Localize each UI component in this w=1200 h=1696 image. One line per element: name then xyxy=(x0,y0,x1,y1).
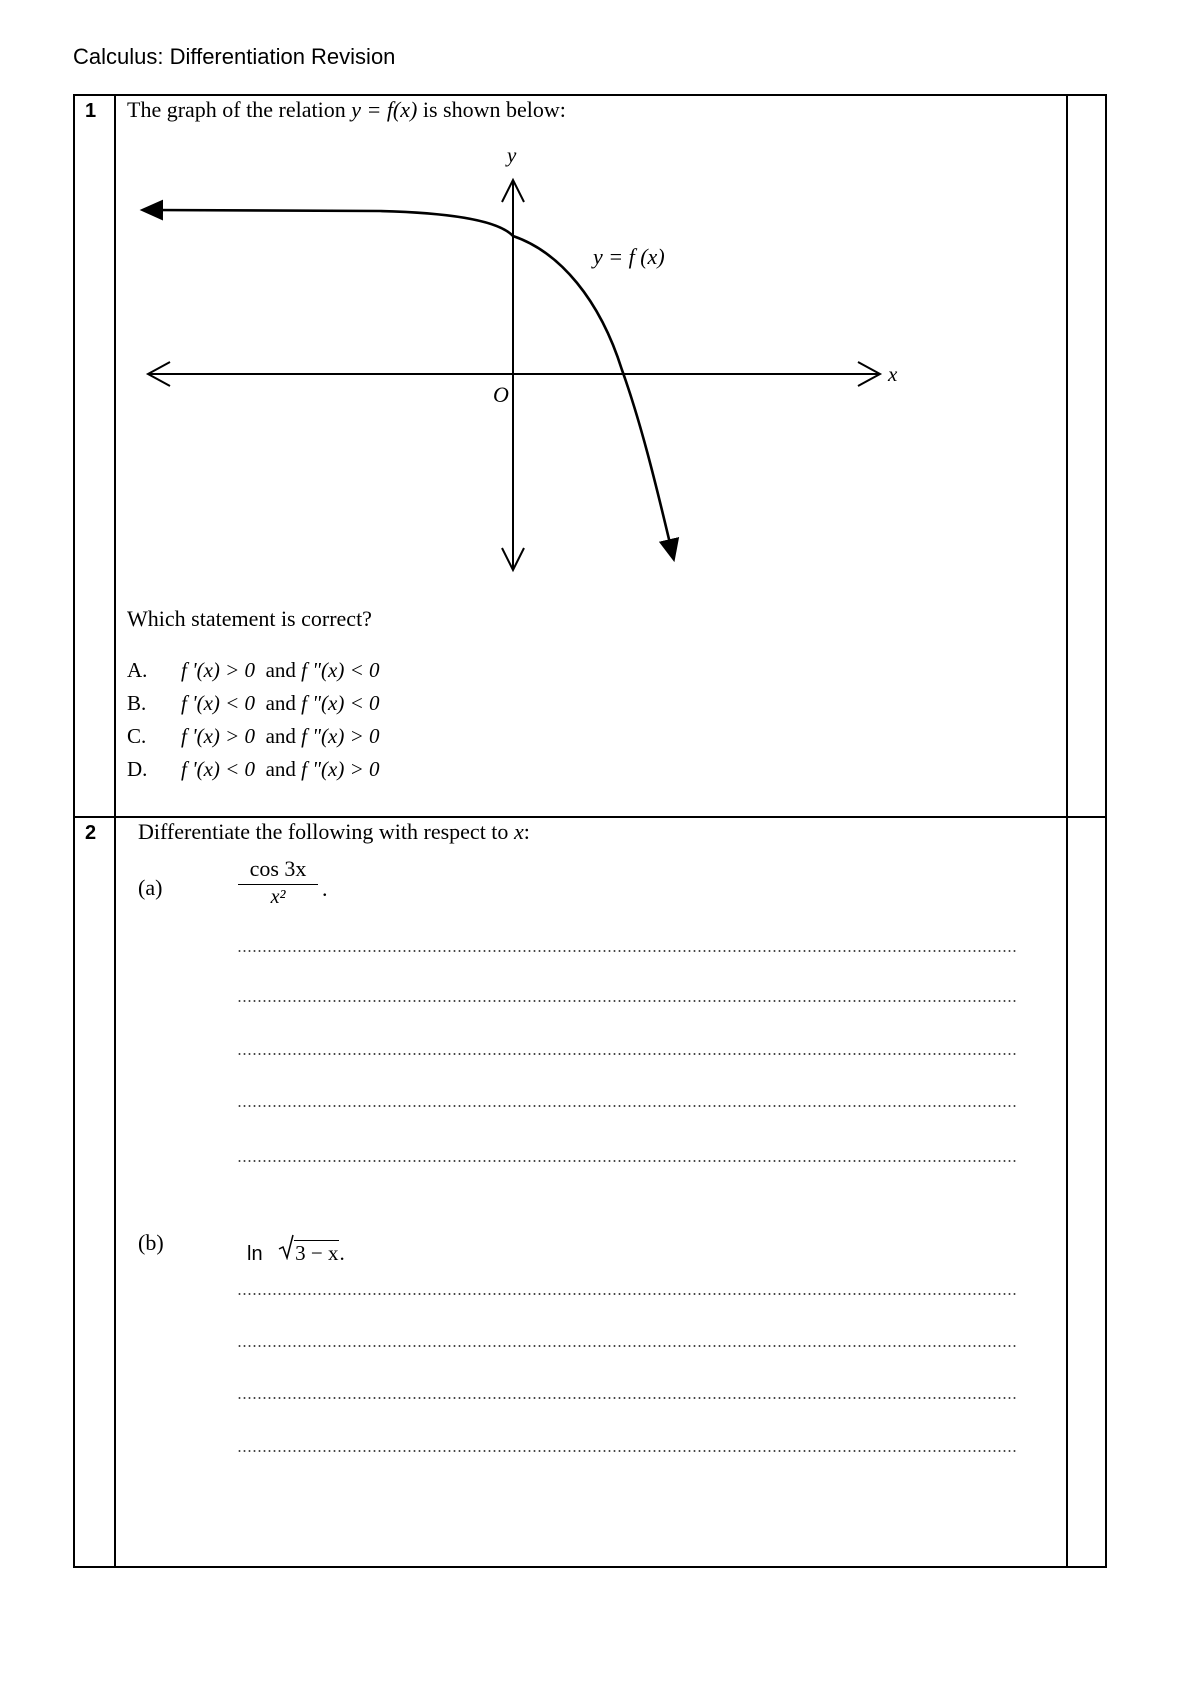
option-second-condition: f "(x) > 0 xyxy=(301,757,380,781)
answer-line[interactable] xyxy=(237,1160,1017,1162)
origin-label: O xyxy=(493,382,509,407)
option-join: and xyxy=(265,691,296,715)
part-b-trailing-period: . xyxy=(339,1241,345,1265)
answer-line[interactable] xyxy=(237,1293,1017,1295)
answer-line[interactable] xyxy=(237,1345,1017,1347)
function-graph xyxy=(130,140,930,580)
answer-line[interactable] xyxy=(237,1000,1017,1002)
option-a[interactable] xyxy=(127,658,380,683)
fraction-numerator: cos 3x xyxy=(249,856,307,881)
question-1-stem-math: y = f(x) xyxy=(351,97,418,122)
part-b-label: (b) xyxy=(138,1230,164,1255)
question-2-stem-prefix: Differentiate the following with respect to xyxy=(138,819,514,844)
option-join: and xyxy=(265,658,296,682)
question-2-stem-var: x xyxy=(513,819,524,844)
option-letter: A. xyxy=(127,658,148,682)
option-letter: D. xyxy=(127,757,148,781)
y-axis-label: y xyxy=(507,143,517,167)
option-first-condition: f '(x) < 0 xyxy=(181,691,256,715)
option-join: and xyxy=(265,757,296,781)
number-column-divider xyxy=(114,94,116,1568)
option-b[interactable] xyxy=(127,691,380,716)
curve-label: y = f (x) xyxy=(593,244,665,269)
radicand: 3 − x xyxy=(295,1241,339,1265)
question-number-2: 2 xyxy=(85,822,97,844)
row-divider xyxy=(73,816,1107,818)
option-second-condition: f "(x) < 0 xyxy=(301,691,380,715)
answer-line[interactable] xyxy=(237,1105,1017,1107)
table-border-top xyxy=(73,94,1107,96)
answer-line[interactable] xyxy=(237,1397,1017,1399)
question-2-stem-suffix: : xyxy=(523,819,530,844)
option-first-condition: f '(x) > 0 xyxy=(181,724,256,748)
ln-symbol: ln xyxy=(247,1243,263,1265)
table-border-right xyxy=(1105,94,1107,1568)
marks-column-divider xyxy=(1066,94,1068,1568)
page-title: Calculus: Differentiation Revision xyxy=(73,44,396,69)
question-1-stem-suffix: is shown below: xyxy=(417,97,566,122)
part-a-label: (a) xyxy=(138,875,163,900)
table-border-left xyxy=(73,94,75,1568)
answer-line[interactable] xyxy=(237,950,1017,952)
answer-line[interactable] xyxy=(237,1450,1017,1452)
question-1-stem-prefix: The graph of the relation xyxy=(127,97,352,122)
question-1-stem xyxy=(127,97,566,123)
question-number-1: 1 xyxy=(85,100,97,122)
table-border-bottom xyxy=(73,1566,1107,1568)
question-1-prompt: Which statement is correct? xyxy=(127,606,372,631)
fraction-denominator: x² xyxy=(270,886,286,908)
part-a-fraction xyxy=(238,856,318,909)
part-a-trailing-period: . xyxy=(322,876,328,901)
option-second-condition: f "(x) > 0 xyxy=(301,724,380,748)
option-first-condition: f '(x) < 0 xyxy=(181,757,256,781)
option-second-condition: f "(x) < 0 xyxy=(301,658,380,682)
x-axis-label: x xyxy=(888,362,898,386)
option-first-condition: f '(x) > 0 xyxy=(181,658,256,682)
option-join: and xyxy=(265,724,296,748)
question-2-stem xyxy=(138,819,530,845)
option-letter: B. xyxy=(127,691,147,715)
answer-line[interactable] xyxy=(237,1053,1017,1055)
sqrt-icon xyxy=(278,1234,294,1266)
option-d[interactable] xyxy=(127,757,380,782)
option-c[interactable] xyxy=(127,724,380,749)
option-letter: C. xyxy=(127,724,147,748)
part-b-expression xyxy=(247,1234,345,1266)
